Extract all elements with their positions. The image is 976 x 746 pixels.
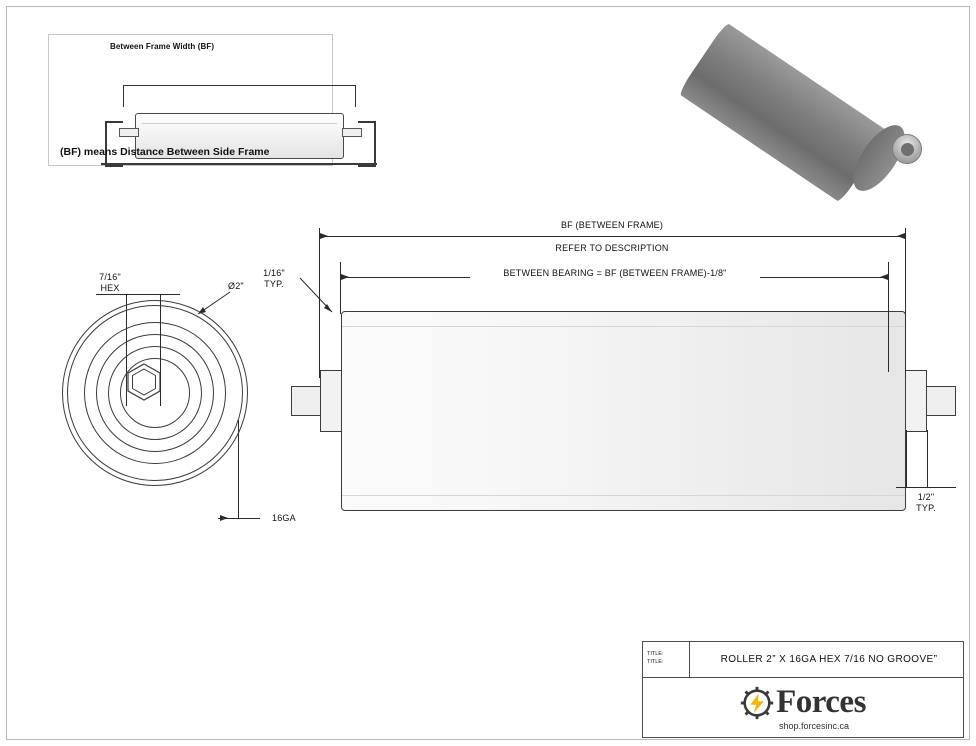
hex-size-label-line2: HEX <box>100 283 120 293</box>
isometric-roller-view <box>716 12 962 192</box>
bf-base-line <box>101 163 377 165</box>
bf-caption: (BF) means Distance Between Side Frame <box>60 146 270 158</box>
gauge-label: 16GA <box>272 513 296 523</box>
diameter-leader-line <box>190 286 260 326</box>
right-typ-label-line2: TYP. <box>916 503 936 513</box>
logo-text: Forces <box>776 684 866 720</box>
bf-arrow-left <box>320 233 328 239</box>
logo-url: shop.forcesinc.ca <box>778 720 850 731</box>
bb-arrow-right <box>880 274 888 280</box>
left-typ-label-line1: 1/16" <box>263 268 285 278</box>
hex-dimension-line <box>96 294 180 295</box>
bf-arrow-right <box>897 233 905 239</box>
title-block-key-line2: TITLE: <box>647 659 664 665</box>
title-block-key-divider <box>689 642 690 678</box>
hex-bore-icon <box>124 362 164 402</box>
bearing-left <box>320 370 342 432</box>
title-block-logo-area <box>643 678 963 738</box>
gauge-extension-line <box>238 420 239 518</box>
between-bearing-label: BETWEEN BEARING = BF (BETWEEN FRAME)-1/8" <box>470 268 760 278</box>
bb-arrow-left <box>341 274 349 280</box>
bf-label-line2: REFER TO DESCRIPTION <box>555 243 669 253</box>
bf-side-frame-right <box>358 121 376 167</box>
right-typ-ext-left <box>906 430 907 488</box>
bf-side-frame-left <box>105 121 123 167</box>
logo-row <box>740 686 866 720</box>
bearing-right <box>905 370 927 432</box>
title-block-title-row <box>643 642 963 678</box>
bf-dimension-line <box>123 85 355 86</box>
title-block-part-title: ROLLER 2” X 16GA HEX 7/16 NO GROOVE” <box>720 654 938 665</box>
diameter-label: Ø2" <box>228 281 244 291</box>
right-typ-label-line1: 1/2" <box>917 492 935 502</box>
bf-extension-right <box>355 85 356 107</box>
roller-tube-side-view <box>341 311 906 511</box>
left-typ-leader-line <box>296 270 342 320</box>
right-typ-ext-right <box>927 430 928 488</box>
hex-shaft-right <box>926 386 956 416</box>
bf-label-line1: BF (BETWEEN FRAME) <box>462 220 762 230</box>
hex-shaft-left <box>291 386 321 416</box>
right-typ-underline <box>896 487 956 488</box>
hex-extension-left <box>126 294 127 406</box>
bf-dimension-label: Between Frame Width (BF) <box>110 42 215 51</box>
bf-extension-left <box>123 85 124 107</box>
end-view <box>62 300 248 486</box>
gear-bolt-icon <box>740 686 774 720</box>
title-block-key-line1: TITLE: <box>647 651 664 657</box>
title-block <box>642 641 964 738</box>
gauge-arrow <box>220 515 228 521</box>
bf-ext-right-main <box>905 228 906 378</box>
bf-dimension-line-main <box>319 236 906 237</box>
bb-ext-right <box>888 262 889 372</box>
hex-extension-right <box>160 294 161 406</box>
left-typ-label-line2: TYP. <box>264 279 284 289</box>
hex-size-label-line1: 7/16" <box>99 272 121 282</box>
title-block-key <box>647 650 689 666</box>
